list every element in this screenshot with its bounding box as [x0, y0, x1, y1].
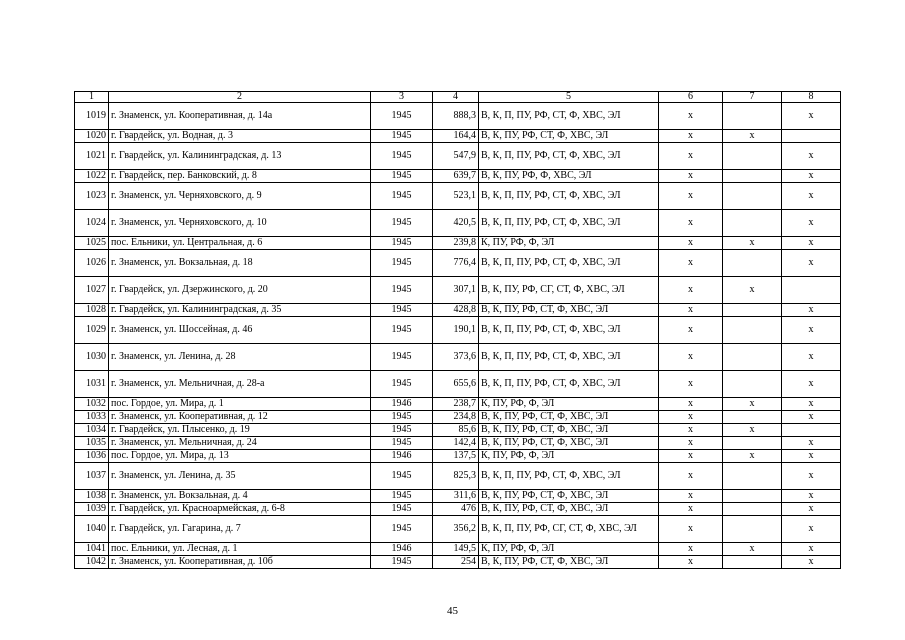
table-row — [75, 130, 841, 143]
row-number: 1039 — [75, 503, 109, 516]
row-number: 1040 — [75, 516, 109, 543]
col6-mark: х — [659, 317, 723, 344]
systems-cell: В, К, П, ПУ, РФ, СТ, Ф, ХВС, ЭЛ — [479, 463, 659, 490]
row-number: 1028 — [75, 304, 109, 317]
col7-mark: х — [723, 277, 782, 304]
address-cell: пос. Гордое, ул. Мира, д. 13 — [109, 450, 371, 463]
area-cell: 239,8 — [433, 237, 479, 250]
header-cell-4: 4 — [433, 92, 479, 103]
row-number: 1034 — [75, 424, 109, 437]
col8-mark: х — [782, 556, 841, 569]
address-cell: г. Знаменск, ул. Шоссейная, д. 46 — [109, 317, 371, 344]
area-cell: 254 — [433, 556, 479, 569]
systems-cell: В, К, ПУ, РФ, СТ, Ф, ХВС, ЭЛ — [479, 130, 659, 143]
address-cell: г. Гвардейск, пер. Банковский, д. 8 — [109, 170, 371, 183]
year-cell: 1946 — [371, 543, 433, 556]
table-row — [75, 210, 841, 237]
col8-mark: х — [782, 237, 841, 250]
row-number: 1021 — [75, 143, 109, 170]
col8-mark: х — [782, 143, 841, 170]
row-number: 1031 — [75, 371, 109, 398]
area-cell: 547,9 — [433, 143, 479, 170]
col7-mark — [723, 437, 782, 450]
year-cell: 1945 — [371, 463, 433, 490]
area-cell: 307,1 — [433, 277, 479, 304]
address-cell: г. Знаменск, ул. Вокзальная, д. 4 — [109, 490, 371, 503]
area-cell: 523,1 — [433, 183, 479, 210]
col8-mark: х — [782, 398, 841, 411]
table-row — [75, 277, 841, 304]
col8-mark: х — [782, 103, 841, 130]
systems-cell: В, К, ПУ, РФ, СТ, Ф, ХВС, ЭЛ — [479, 490, 659, 503]
col7-mark: х — [723, 450, 782, 463]
table-row — [75, 250, 841, 277]
address-cell: г. Гвардейск, ул. Калининградская, д. 35 — [109, 304, 371, 317]
area-cell: 142,4 — [433, 437, 479, 450]
address-cell: г. Знаменск, ул. Кооперативная, д. 12 — [109, 411, 371, 424]
col7-mark — [723, 304, 782, 317]
row-number: 1027 — [75, 277, 109, 304]
col6-mark: х — [659, 183, 723, 210]
row-number: 1023 — [75, 183, 109, 210]
area-cell: 373,6 — [433, 344, 479, 371]
buildings-table — [74, 91, 841, 569]
col8-mark — [782, 130, 841, 143]
table-row — [75, 344, 841, 371]
col6-mark: х — [659, 170, 723, 183]
col6-mark: х — [659, 503, 723, 516]
col6-mark: х — [659, 463, 723, 490]
col6-mark: х — [659, 398, 723, 411]
table-row — [75, 424, 841, 437]
table-row — [75, 398, 841, 411]
systems-cell: В, К, П, ПУ, РФ, СТ, Ф, ХВС, ЭЛ — [479, 371, 659, 398]
col8-mark: х — [782, 543, 841, 556]
systems-cell: К, ПУ, РФ, Ф, ЭЛ — [479, 543, 659, 556]
header-row — [75, 92, 841, 103]
row-number: 1032 — [75, 398, 109, 411]
area-cell: 137,5 — [433, 450, 479, 463]
row-number: 1036 — [75, 450, 109, 463]
area-cell: 476 — [433, 503, 479, 516]
area-cell: 164,4 — [433, 130, 479, 143]
col7-mark — [723, 103, 782, 130]
systems-cell: В, К, ПУ, РФ, СТ, Ф, ХВС, ЭЛ — [479, 437, 659, 450]
systems-cell: В, К, П, ПУ, РФ, СТ, Ф, ХВС, ЭЛ — [479, 143, 659, 170]
systems-cell: В, К, ПУ, РФ, СТ, Ф, ХВС, ЭЛ — [479, 503, 659, 516]
col7-mark — [723, 183, 782, 210]
year-cell: 1946 — [371, 450, 433, 463]
col8-mark: х — [782, 183, 841, 210]
year-cell: 1945 — [371, 237, 433, 250]
col6-mark: х — [659, 130, 723, 143]
address-cell: г. Знаменск, ул. Ленина, д. 35 — [109, 463, 371, 490]
area-cell: 311,6 — [433, 490, 479, 503]
address-cell: г. Знаменск, ул. Мельничная, д. 28-а — [109, 371, 371, 398]
table-row — [75, 516, 841, 543]
col6-mark: х — [659, 210, 723, 237]
systems-cell: К, ПУ, РФ, Ф, ЭЛ — [479, 398, 659, 411]
area-cell: 776,4 — [433, 250, 479, 277]
year-cell: 1945 — [371, 170, 433, 183]
row-number: 1025 — [75, 237, 109, 250]
header-cell-2: 2 — [109, 92, 371, 103]
row-number: 1024 — [75, 210, 109, 237]
col7-mark — [723, 463, 782, 490]
year-cell: 1945 — [371, 304, 433, 317]
year-cell: 1945 — [371, 183, 433, 210]
systems-cell: В, К, ПУ, РФ, Ф, ХВС, ЭЛ — [479, 170, 659, 183]
area-cell: 238,7 — [433, 398, 479, 411]
area-cell: 85,6 — [433, 424, 479, 437]
address-cell: г. Знаменск, ул. Черняховского, д. 9 — [109, 183, 371, 210]
col6-mark: х — [659, 437, 723, 450]
year-cell: 1945 — [371, 250, 433, 277]
table-row — [75, 183, 841, 210]
col7-mark — [723, 170, 782, 183]
year-cell: 1945 — [371, 344, 433, 371]
row-number: 1041 — [75, 543, 109, 556]
year-cell: 1945 — [371, 490, 433, 503]
area-cell: 356,2 — [433, 516, 479, 543]
col7-mark: х — [723, 237, 782, 250]
systems-cell: К, ПУ, РФ, Ф, ЭЛ — [479, 450, 659, 463]
col7-mark: х — [723, 543, 782, 556]
col6-mark: х — [659, 143, 723, 170]
header-cell-3: 3 — [371, 92, 433, 103]
col6-mark: х — [659, 277, 723, 304]
systems-cell: В, К, ПУ, РФ, СТ, Ф, ХВС, ЭЛ — [479, 411, 659, 424]
systems-cell: К, ПУ, РФ, Ф, ЭЛ — [479, 237, 659, 250]
table-row — [75, 543, 841, 556]
table-row — [75, 450, 841, 463]
col7-mark: х — [723, 130, 782, 143]
area-cell: 149,5 — [433, 543, 479, 556]
year-cell: 1945 — [371, 371, 433, 398]
table-row — [75, 503, 841, 516]
col8-mark: х — [782, 503, 841, 516]
table-row — [75, 437, 841, 450]
address-cell: г. Знаменск, ул. Вокзальная, д. 18 — [109, 250, 371, 277]
year-cell: 1945 — [371, 130, 433, 143]
col8-mark: х — [782, 210, 841, 237]
address-cell: г. Знаменск, ул. Мельничная, д. 24 — [109, 437, 371, 450]
table-row — [75, 411, 841, 424]
col6-mark: х — [659, 250, 723, 277]
col8-mark: х — [782, 317, 841, 344]
table-row — [75, 556, 841, 569]
year-cell: 1945 — [371, 210, 433, 237]
year-cell: 1945 — [371, 103, 433, 130]
header-cell-5: 5 — [479, 92, 659, 103]
col7-mark: х — [723, 424, 782, 437]
address-cell: г. Гвардейск, ул. Гагарина, д. 7 — [109, 516, 371, 543]
year-cell: 1945 — [371, 424, 433, 437]
row-number: 1019 — [75, 103, 109, 130]
col7-mark — [723, 250, 782, 277]
col6-mark: х — [659, 543, 723, 556]
col8-mark: х — [782, 250, 841, 277]
col6-mark: х — [659, 556, 723, 569]
col8-mark: х — [782, 490, 841, 503]
col6-mark: х — [659, 424, 723, 437]
table-row — [75, 237, 841, 250]
col8-mark: х — [782, 170, 841, 183]
col8-mark: х — [782, 304, 841, 317]
systems-cell: В, К, ПУ, РФ, СТ, Ф, ХВС, ЭЛ — [479, 556, 659, 569]
col6-mark: х — [659, 371, 723, 398]
col8-mark: х — [782, 344, 841, 371]
col7-mark — [723, 143, 782, 170]
systems-cell: В, К, П, ПУ, РФ, СТ, Ф, ХВС, ЭЛ — [479, 103, 659, 130]
col7-mark — [723, 317, 782, 344]
systems-cell: В, К, ПУ, РФ, СТ, Ф, ХВС, ЭЛ — [479, 424, 659, 437]
systems-cell: В, К, ПУ, РФ, СГ, СТ, Ф, ХВС, ЭЛ — [479, 277, 659, 304]
address-cell: г. Знаменск, ул. Ленина, д. 28 — [109, 344, 371, 371]
year-cell: 1945 — [371, 437, 433, 450]
table-row — [75, 103, 841, 130]
col6-mark: х — [659, 304, 723, 317]
col7-mark: х — [723, 398, 782, 411]
systems-cell: В, К, ПУ, РФ, СТ, Ф, ХВС, ЭЛ — [479, 304, 659, 317]
row-number: 1026 — [75, 250, 109, 277]
area-cell: 420,5 — [433, 210, 479, 237]
systems-cell: В, К, П, ПУ, РФ, СТ, Ф, ХВС, ЭЛ — [479, 317, 659, 344]
col6-mark: х — [659, 411, 723, 424]
col7-mark — [723, 490, 782, 503]
table-row — [75, 463, 841, 490]
year-cell: 1945 — [371, 317, 433, 344]
area-cell: 190,1 — [433, 317, 479, 344]
year-cell: 1945 — [371, 503, 433, 516]
year-cell: 1945 — [371, 143, 433, 170]
address-cell: г. Знаменск, ул. Черняховского, д. 10 — [109, 210, 371, 237]
row-number: 1020 — [75, 130, 109, 143]
row-number: 1029 — [75, 317, 109, 344]
row-number: 1033 — [75, 411, 109, 424]
col8-mark: х — [782, 516, 841, 543]
table-row — [75, 490, 841, 503]
row-number: 1030 — [75, 344, 109, 371]
table-row — [75, 317, 841, 344]
col6-mark: х — [659, 490, 723, 503]
area-cell: 639,7 — [433, 170, 479, 183]
address-cell: г. Гвардейск, ул. Плысенко, д. 19 — [109, 424, 371, 437]
col7-mark — [723, 411, 782, 424]
address-cell: пос. Гордое, ул. Мира, д. 1 — [109, 398, 371, 411]
col7-mark — [723, 516, 782, 543]
row-number: 1022 — [75, 170, 109, 183]
table-row — [75, 304, 841, 317]
row-number: 1042 — [75, 556, 109, 569]
col8-mark: х — [782, 463, 841, 490]
col6-mark: х — [659, 344, 723, 371]
systems-cell: В, К, П, ПУ, РФ, СГ, СТ, Ф, ХВС, ЭЛ — [479, 516, 659, 543]
col8-mark: х — [782, 371, 841, 398]
address-cell: г. Гвардейск, ул. Калининградская, д. 13 — [109, 143, 371, 170]
systems-cell: В, К, П, ПУ, РФ, СТ, Ф, ХВС, ЭЛ — [479, 183, 659, 210]
address-cell: г. Знаменск, ул. Кооперативная, д. 10б — [109, 556, 371, 569]
col8-mark — [782, 277, 841, 304]
col6-mark: х — [659, 103, 723, 130]
address-cell: г. Знаменск, ул. Кооперативная, д. 14а — [109, 103, 371, 130]
area-cell: 825,3 — [433, 463, 479, 490]
row-number: 1038 — [75, 490, 109, 503]
address-cell: г. Гвардейск, ул. Красноармейская, д. 6-8 — [109, 503, 371, 516]
address-cell: г. Гвардейск, ул. Дзержинского, д. 20 — [109, 277, 371, 304]
col7-mark — [723, 556, 782, 569]
area-cell: 655,6 — [433, 371, 479, 398]
col8-mark: х — [782, 411, 841, 424]
systems-cell: В, К, П, ПУ, РФ, СТ, Ф, ХВС, ЭЛ — [479, 250, 659, 277]
address-cell: пос. Ельники, ул. Лесная, д. 1 — [109, 543, 371, 556]
table-row — [75, 170, 841, 183]
col7-mark — [723, 503, 782, 516]
col8-mark — [782, 424, 841, 437]
header-cell-6: 6 — [659, 92, 723, 103]
col7-mark — [723, 210, 782, 237]
year-cell: 1945 — [371, 556, 433, 569]
year-cell: 1945 — [371, 277, 433, 304]
header-cell-7: 7 — [723, 92, 782, 103]
systems-cell: В, К, П, ПУ, РФ, СТ, Ф, ХВС, ЭЛ — [479, 210, 659, 237]
col7-mark — [723, 344, 782, 371]
area-cell: 234,8 — [433, 411, 479, 424]
year-cell: 1945 — [371, 516, 433, 543]
col8-mark: х — [782, 437, 841, 450]
systems-cell: В, К, П, ПУ, РФ, СТ, Ф, ХВС, ЭЛ — [479, 344, 659, 371]
row-number: 1035 — [75, 437, 109, 450]
area-cell: 888,3 — [433, 103, 479, 130]
address-cell: пос. Ельники, ул. Центральная, д. 6 — [109, 237, 371, 250]
address-cell: г. Гвардейск, ул. Водная, д. 3 — [109, 130, 371, 143]
header-cell-8: 8 — [782, 92, 841, 103]
page-number: 45 — [447, 605, 458, 617]
year-cell: 1946 — [371, 398, 433, 411]
header-cell-1: 1 — [75, 92, 109, 103]
col8-mark: х — [782, 450, 841, 463]
col6-mark: х — [659, 450, 723, 463]
table-row — [75, 143, 841, 170]
col6-mark: х — [659, 516, 723, 543]
table-row — [75, 371, 841, 398]
row-number: 1037 — [75, 463, 109, 490]
area-cell: 428,8 — [433, 304, 479, 317]
col7-mark — [723, 371, 782, 398]
year-cell: 1945 — [371, 411, 433, 424]
col6-mark: х — [659, 237, 723, 250]
